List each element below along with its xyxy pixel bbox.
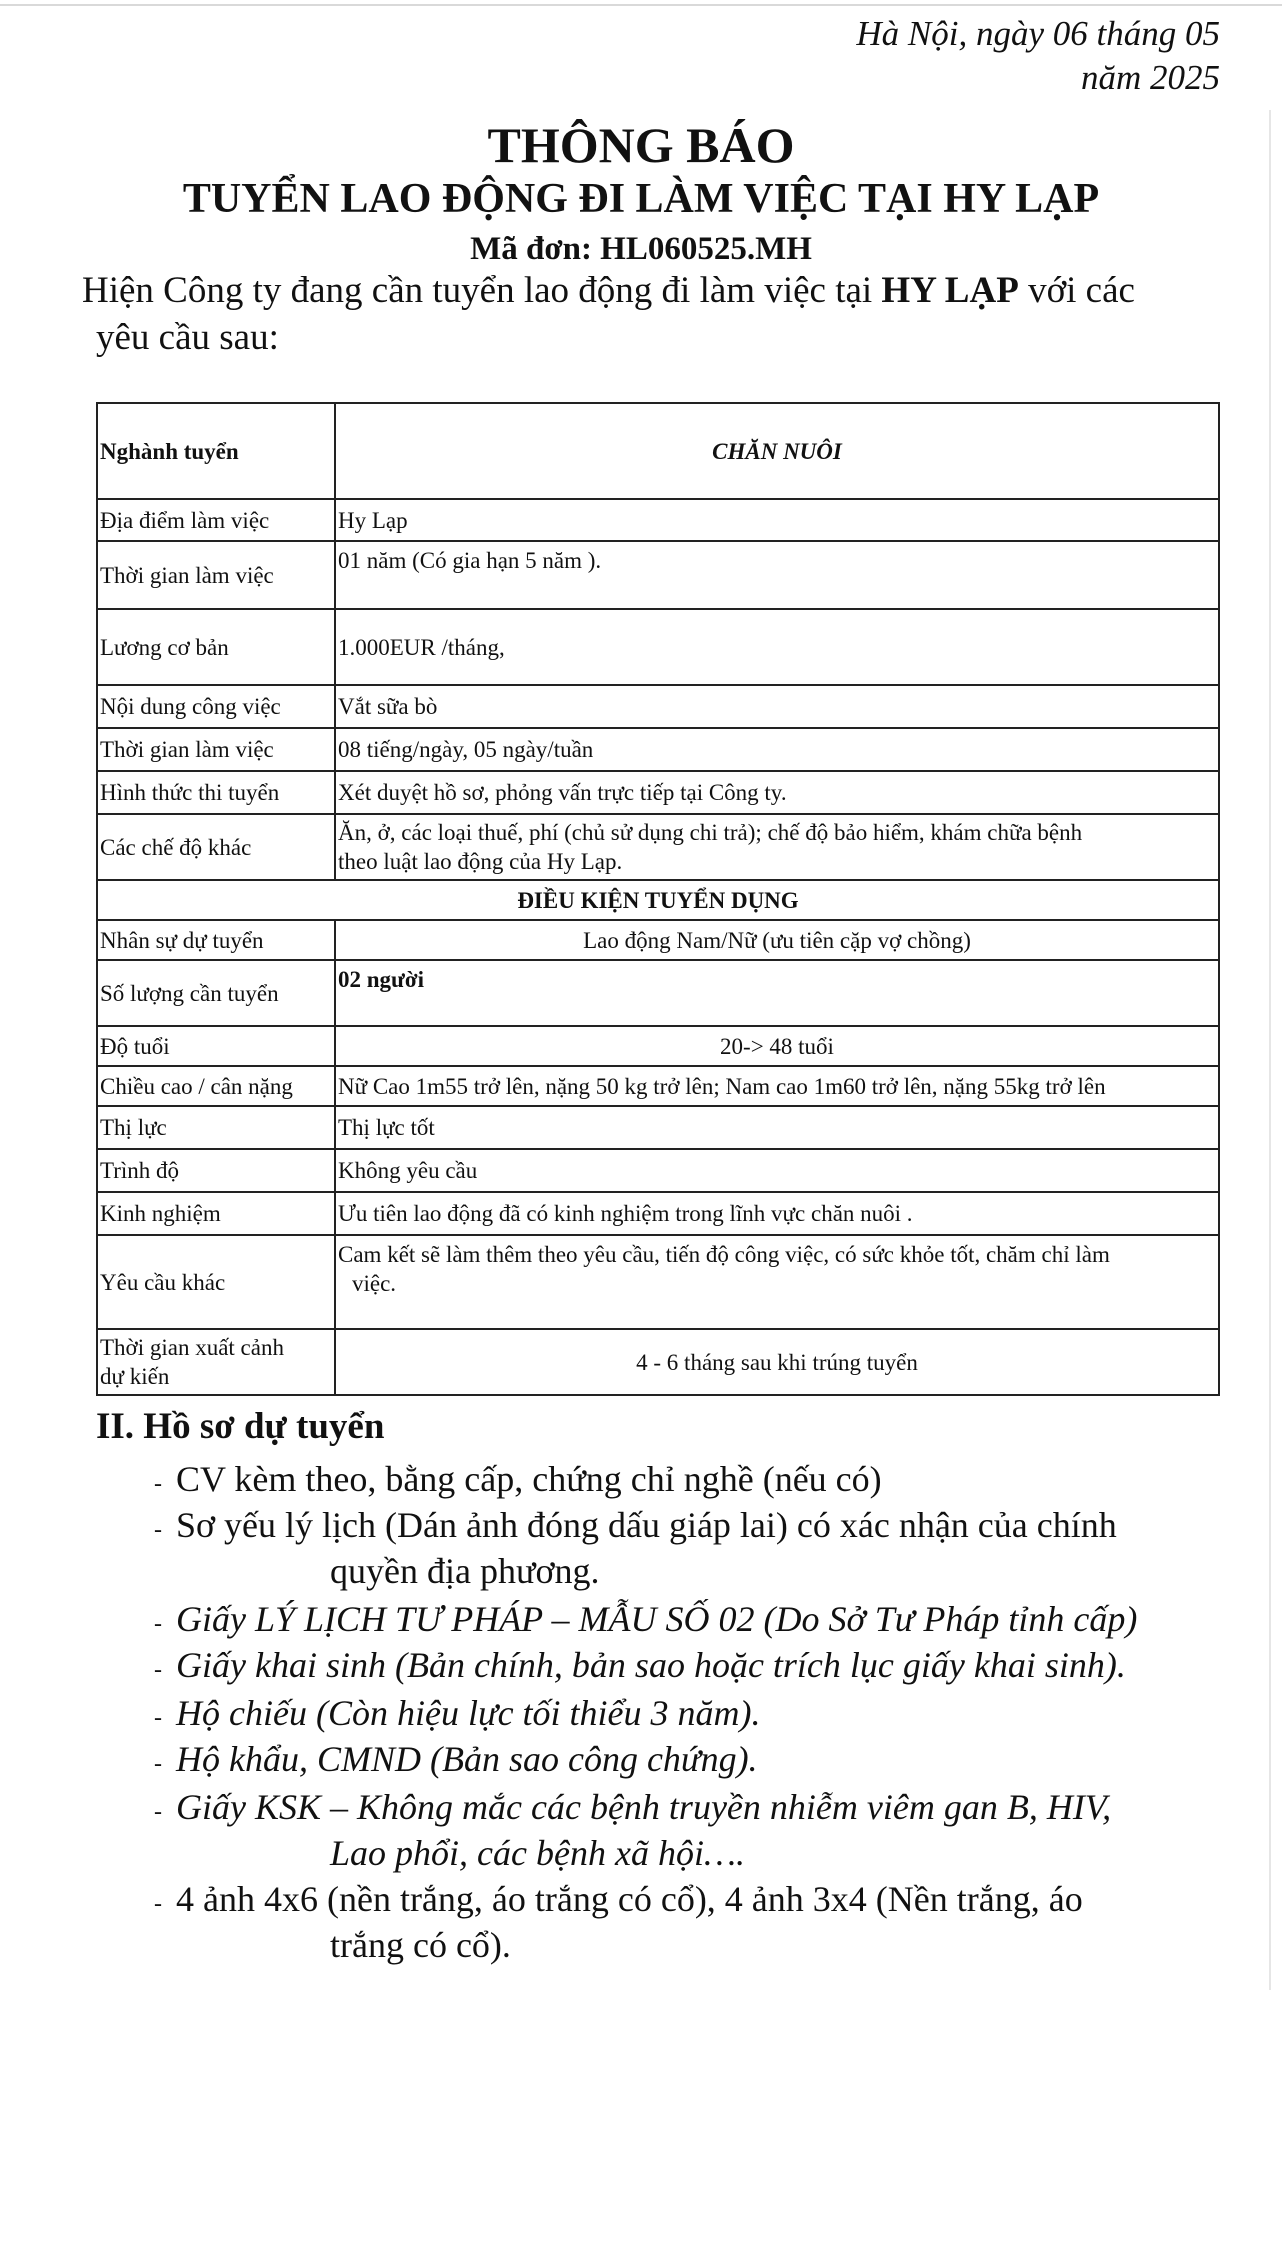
cell-label: Chiều cao / cân nặng <box>97 1066 335 1106</box>
cell-value: 01 năm (Có gia hạn 5 năm ). <box>335 541 1219 609</box>
table-row <box>97 499 1219 541</box>
cell-value: Không yêu cầu <box>335 1149 1219 1192</box>
table-row <box>97 609 1219 685</box>
table-row <box>97 1329 1219 1395</box>
table-row <box>97 728 1219 771</box>
table-row <box>97 920 1219 960</box>
cell-label: Kinh nghiệm <box>97 1192 335 1235</box>
list-item: - Giấy khai sinh (Bản chính, bản sao hoặc trích lục giấy khai sinh). <box>154 1645 1126 1685</box>
cell-value: Vắt sữa bò <box>335 685 1219 728</box>
table-row <box>97 960 1219 1026</box>
list-item-continuation: Lao phổi, các bệnh xã hội…. <box>330 1833 745 1873</box>
list-item: - Hộ khẩu, CMND (Bản sao công chứng). <box>154 1739 758 1779</box>
date-line-1: Hà Nội, ngày 06 tháng 05 <box>856 14 1220 53</box>
top-border <box>0 4 1282 6</box>
list-item: - Giấy LÝ LỊCH TƯ PHÁP – MẪU SỐ 02 (Do Sở Tư Pháp tỉnh cấp) <box>154 1599 1138 1639</box>
cell-value: 4 - 6 tháng sau khi trúng tuyển <box>335 1329 1219 1395</box>
cell-label: Thời gian làm việc <box>97 728 335 771</box>
list-item: - Giấy KSK – Không mắc các bệnh truyền nhiễm viêm gan B, HIV, <box>154 1787 1112 1827</box>
table-row <box>97 1026 1219 1066</box>
intro-line-2: yêu cầu sau: <box>96 317 279 358</box>
table-row <box>97 880 1219 920</box>
list-item: - 4 ảnh 4x6 (nền trắng, áo trắng có cổ), 4 ảnh 3x4 (Nền trắng, áo <box>154 1879 1083 1919</box>
list-item: - CV kèm theo, bằng cấp, chứng chỉ nghề (nếu có) <box>154 1459 882 1499</box>
table-row <box>97 1066 1219 1106</box>
table-row <box>97 814 1219 880</box>
cell-label: Trình độ <box>97 1149 335 1192</box>
cell-label: Thời gian làm việc <box>97 541 335 609</box>
table-row <box>97 685 1219 728</box>
documents-section-title: II. Hồ sơ dự tuyển <box>96 1406 385 1447</box>
list-item-continuation: quyền địa phương. <box>330 1551 600 1591</box>
list-item: - Hộ chiếu (Còn hiệu lực tối thiểu 3 năm). <box>154 1693 761 1733</box>
cell-label: Thị lực <box>97 1106 335 1149</box>
cell-label: Độ tuổi <box>97 1026 335 1066</box>
right-border <box>1269 110 1271 1990</box>
cell-label: Hình thức thi tuyển <box>97 771 335 814</box>
cell-value: Nữ Cao 1m55 trở lên, nặng 50 kg trở lên; Nam cao 1m60 trở lên, nặng 55kg trở lên <box>335 1066 1219 1106</box>
cell-value: 08 tiếng/ngày, 05 ngày/tuần <box>335 728 1219 771</box>
document-subtitle: TUYỂN LAO ĐỘNG ĐI LÀM VIỆC TẠI HY LẠP <box>182 176 1100 222</box>
cell-value: Cam kết sẽ làm thêm theo yêu cầu, tiến độ công việc, có sức khỏe tốt, chăm chỉ làm việc. <box>335 1235 1219 1329</box>
order-code: Mã đơn: HL060525.MH <box>470 231 812 267</box>
table-row <box>97 403 1219 499</box>
table-row <box>97 1149 1219 1192</box>
cell-label: Nội dung công việc <box>97 685 335 728</box>
cell-value: 20-> 48 tuổi <box>335 1026 1219 1066</box>
table-row <box>97 1106 1219 1149</box>
table-row <box>97 1192 1219 1235</box>
cell-value: Hy Lạp <box>335 499 1219 541</box>
intro-country: HY LẠP <box>881 270 1019 311</box>
date-line-2: năm 2025 <box>1080 58 1220 97</box>
list-item: - Sơ yếu lý lịch (Dán ảnh đóng dấu giáp lai) có xác nhận của chính <box>154 1505 1117 1545</box>
cell-value: Ưu tiên lao động đã có kinh nghiệm trong lĩnh vực chăn nuôi . <box>335 1192 1219 1235</box>
document-title: THÔNG BÁO <box>487 117 795 173</box>
cell-value: Xét duyệt hồ sơ, phỏng vấn trực tiếp tại Công ty. <box>335 771 1219 814</box>
cell-label: Các chế độ khác <box>97 814 335 880</box>
cell-label: Yêu cầu khác <box>97 1235 335 1329</box>
cell-value: 02 người <box>335 960 1219 1026</box>
cell-label: Lương cơ bản <box>97 609 335 685</box>
cell-value: Ăn, ở, các loại thuế, phí (chủ sử dụng chi trả); chế độ bảo hiểm, khám chữa bệnh theo luật lao động của Hy Lạp. <box>335 814 1219 880</box>
cell-value: Lao động Nam/Nữ (ưu tiên cặp vợ chồng) <box>335 920 1219 960</box>
cell-label: Số lượng cần tuyển <box>97 960 335 1026</box>
requirements-table <box>96 402 1220 1396</box>
table-row <box>97 541 1219 609</box>
table-row <box>97 1235 1219 1329</box>
cell-label: Thời gian xuất cảnh dự kiến <box>97 1329 335 1395</box>
section-header: ĐIỀU KIỆN TUYỂN DỤNG <box>97 880 1219 920</box>
cell-value: 1.000EUR /tháng, <box>335 609 1219 685</box>
intro-line-1: Hiện Công ty đang cần tuyển lao động đi làm việc tại HY LẠP với các <box>82 270 1135 311</box>
cell-value: Thị lực tốt <box>335 1106 1219 1149</box>
list-item-continuation: trắng có cổ). <box>330 1925 511 1965</box>
cell-value: CHĂN NUÔI <box>335 403 1219 499</box>
cell-label: Nghành tuyển <box>97 403 335 499</box>
table-row <box>97 771 1219 814</box>
cell-label: Địa điểm làm việc <box>97 499 335 541</box>
cell-label: Nhân sự dự tuyển <box>97 920 335 960</box>
